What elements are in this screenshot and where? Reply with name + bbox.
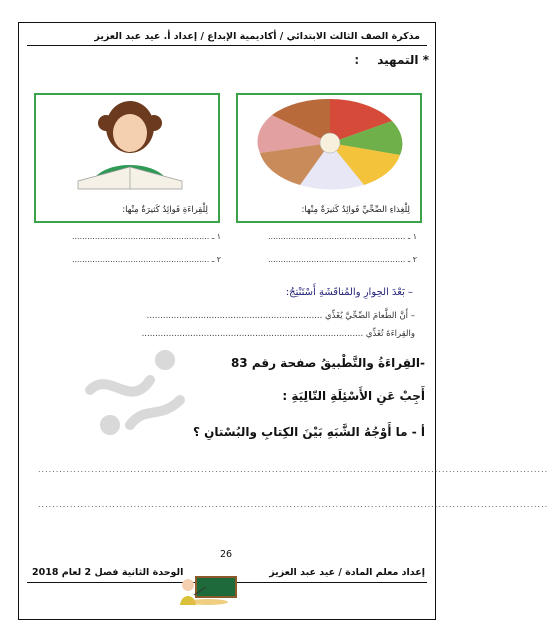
reading-card	[34, 93, 220, 223]
answer-line-2: ................................................................................................................................................	[38, 500, 548, 509]
watermark-stroke-2	[130, 400, 180, 425]
teacher-board-illustration	[178, 575, 240, 605]
footer-unit: الوحدة الثانية فصل 2 لعام 2018	[32, 567, 184, 578]
footer-teacher: إعداد معلم المادة / عيد عبد العزيز	[269, 567, 425, 578]
page-header: مذكرة الصف الثالث الابتدائي / أكاديمية الإبداع / إعداد أ. عيد عبد العزيز	[94, 31, 420, 42]
watermark	[70, 330, 210, 440]
watermark-dot-2	[105, 420, 115, 430]
question-1: أ - ما أَوْجُهُ الشَّبَهِ بَيْنَ الكِتابِ والبُسْتانِ ؟	[192, 425, 425, 439]
reading-caption: لِلْقِراءَةِ فَوائِدُ كَثيرَةٌ مِنْها:	[122, 205, 208, 215]
answer-line-1: ................................................................................................................................................	[38, 465, 548, 474]
header-divider	[27, 45, 427, 46]
discussion-line-1: – أَنَّ الطَّعامَ الصِّحِّيَّ يُغَذِّي .................................................................	[146, 311, 415, 321]
discussion-title: – بَعْدَ الحِوارِ والمُناقَشَةِ أَسْتَنْتِجُ:	[285, 287, 413, 298]
girl-reading-image	[60, 97, 200, 189]
watermark-dot	[160, 355, 170, 365]
healthy-food-caption: لِلْغِذاءِ الصِّحِّيِّ فَوائِدُ كَثيرَةٌ مِنْها:	[301, 205, 410, 215]
food-benefit-1: ١ ـ ......................................................	[267, 232, 417, 241]
questions-heading: أَجِبْ عَنِ الأَسْئِلَةِ التّالِيَةِ :	[282, 389, 425, 403]
watermark-stroke	[90, 380, 150, 392]
intro-heading	[354, 53, 429, 67]
food-benefit-2: ٢ ـ ......................................................	[267, 255, 417, 264]
intro-title: * التمهيد	[377, 53, 429, 67]
healthy-food-image	[252, 97, 407, 189]
discussion-line-2: والقِراءَةَ تُغَذِّي ..................................................................................	[141, 329, 415, 339]
reading-heading: -القِراءَةُ والتَّطْبيقُ صفحة رقم 83	[230, 356, 425, 370]
reading-benefit-2: ٢ ـ ......................................................	[71, 255, 221, 264]
intro-colon: :	[354, 53, 360, 67]
healthy-food-card	[236, 93, 422, 223]
reading-benefit-1: ١ ـ ......................................................	[71, 232, 221, 241]
page-number: 26	[220, 549, 233, 560]
